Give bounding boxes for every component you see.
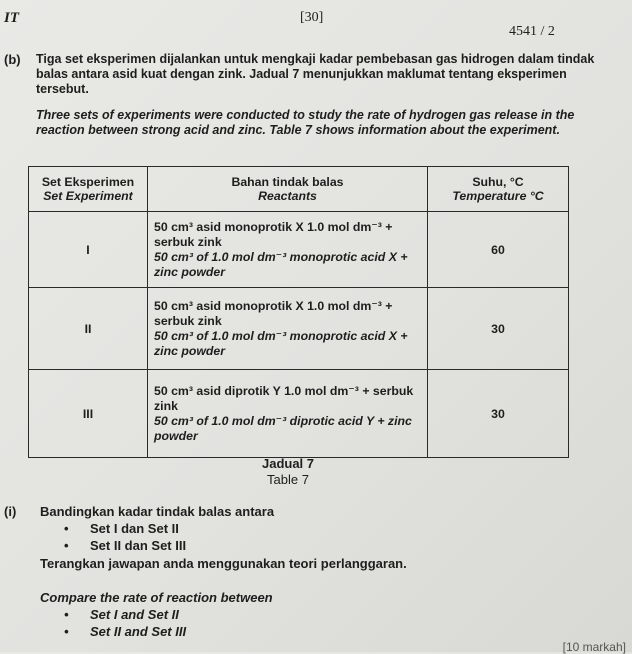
list-item: • Set I dan Set II xyxy=(64,520,186,537)
page-number: [30] xyxy=(300,10,324,25)
instruction-malay: Terangkan jawapan anda menggunakan teori perlanggaran. xyxy=(40,556,407,571)
header-temperature: Suhu, °C Temperature °C xyxy=(428,167,569,212)
reactants-cell: 50 cm³ asid monoprotik X 1.0 mol dm⁻³ + serbuk zink 50 cm³ of 1.0 mol dm⁻³ monoprotic acid X + zinc powder xyxy=(148,212,428,288)
set-cell: II xyxy=(29,288,148,370)
table-header-row xyxy=(29,167,569,212)
set-cell: III xyxy=(29,370,148,458)
experiment-table xyxy=(28,166,569,458)
table-row xyxy=(29,370,569,458)
reactants-cell: 50 cm³ asid monoprotik X 1.0 mol dm⁻³ + serbuk zink 50 cm³ of 1.0 mol dm⁻³ monoprotic acid X + zinc powder xyxy=(148,288,428,370)
intro-english: Three sets of experiments were conducted to study the rate of hydrogen gas release in the reaction between strong acid and zinc. Table 7 shows information about the experiment. xyxy=(36,108,575,137)
temperature-cell: 60 xyxy=(428,212,569,288)
temperature-cell: 30 xyxy=(428,288,569,370)
list-item: • Set I and Set II xyxy=(64,606,186,623)
table-row xyxy=(29,288,569,370)
prompt-english: Compare the rate of reaction between xyxy=(40,590,273,605)
question-label: (i) xyxy=(4,504,17,519)
reactants-cell: 50 cm³ asid diprotik Y 1.0 mol dm⁻³ + serbuk zink 50 cm³ of 1.0 mol dm⁻³ diprotic acid Y + zinc powder xyxy=(148,370,428,458)
set-cell: I xyxy=(29,212,148,288)
header-reactants: Bahan tindak balas Reactants xyxy=(148,167,428,212)
temperature-cell: 30 xyxy=(428,370,569,458)
part-label: (b) xyxy=(4,52,21,67)
list-item: • Set II and Set III xyxy=(64,623,186,640)
intro-malay: Tiga set eksperimen dijalankan untuk mengkaji kadar pembebasan gas hidrogen dalam tindak balas antara asid kuat dengan zink. Jadual 7 menunjukkan maklumat tentang eksperimen tersebut. xyxy=(36,52,595,96)
list-item: • Set II dan Set III xyxy=(64,537,186,554)
paper-code: 4541 / 2 xyxy=(509,24,555,39)
table-caption-malay: Jadual 7 xyxy=(261,456,315,471)
table-row xyxy=(29,212,569,288)
header-left: IT xyxy=(4,10,19,26)
marks-label: [10 markah] xyxy=(562,640,626,654)
header-set: Set Eksperimen Set Experiment xyxy=(29,167,148,212)
bullet-list-malay xyxy=(64,520,186,554)
prompt-malay: Bandingkan kadar tindak balas antara xyxy=(40,504,275,519)
table-caption-english: Table 7 xyxy=(267,472,309,487)
bullet-list-english xyxy=(64,606,186,640)
